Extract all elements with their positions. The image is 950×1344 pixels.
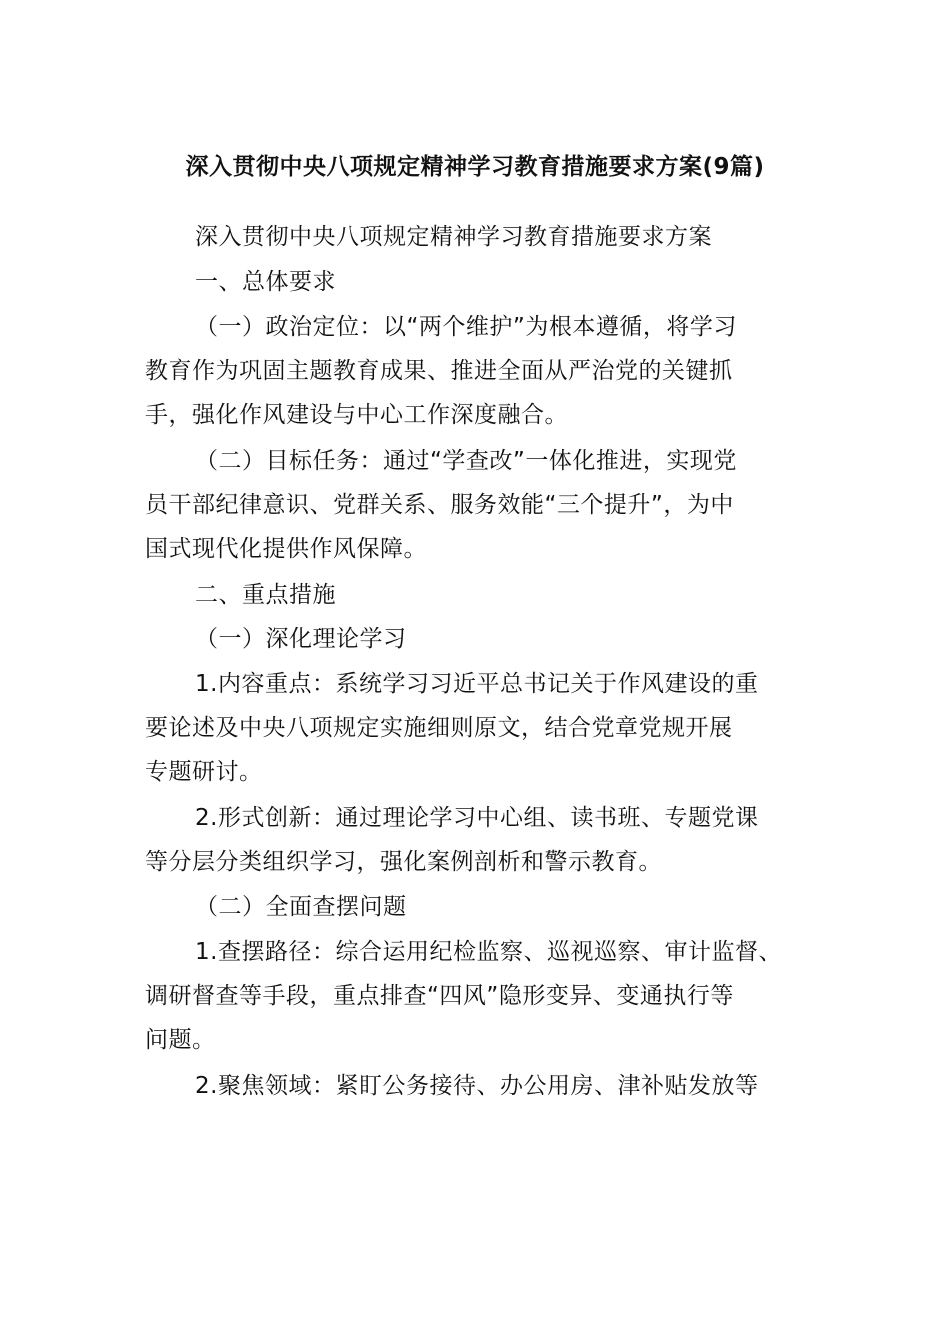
subheading-theory-study: （一）深化理论学习 bbox=[195, 626, 407, 652]
paragraph-line: （一）政治定位：以“两个维护”为根本遵循，将学习 bbox=[195, 314, 737, 340]
paragraph-line: 教育作为巩固主题教育成果、推进全面从严治党的关键抓 bbox=[145, 358, 733, 384]
paragraph-line: （二）目标任务：通过“学查改”一体化推进，实现党 bbox=[195, 448, 737, 474]
paragraph-line: 员干部纪律意识、党群关系、服务效能“三个提升”，为中 bbox=[145, 492, 734, 518]
section-subtitle: 深入贯彻中央八项规定精神学习教育措施要求方案 bbox=[195, 224, 712, 250]
paragraph-line: 等分层分类组织学习，强化案例剖析和警示教育。 bbox=[145, 849, 662, 875]
paragraph-line: 1.内容重点：系统学习习近平总书记关于作风建设的重 bbox=[195, 671, 759, 697]
paragraph-line: 手，强化作风建设与中心工作深度融合。 bbox=[145, 402, 568, 428]
heading-overall-requirements: 一、总体要求 bbox=[195, 269, 336, 295]
paragraph-line: 国式现代化提供作风保障。 bbox=[145, 536, 427, 562]
paragraph-line: 2.聚焦领域：紧盯公务接待、办公用房、津补贴发放等 bbox=[195, 1073, 759, 1099]
heading-key-measures: 二、重点措施 bbox=[195, 582, 336, 608]
paragraph-line: 问题。 bbox=[145, 1027, 216, 1053]
document-title: 深入贯彻中央八项规定精神学习教育措施要求方案(9篇) bbox=[185, 154, 765, 180]
paragraph-line: 2.形式创新：通过理论学习中心组、读书班、专题党课 bbox=[195, 805, 759, 831]
paragraph-line: 要论述及中央八项规定实施细则原文，结合党章党规开展 bbox=[145, 715, 733, 741]
paragraph-line: 调研督查等手段，重点排查“四风”隐形变异、变通执行等 bbox=[145, 983, 734, 1009]
paragraph-line: 专题研讨。 bbox=[145, 759, 263, 785]
subheading-find-problems: （二）全面查摆问题 bbox=[195, 894, 407, 920]
paragraph-line: 1.查摆路径：综合运用纪检监察、巡视巡察、审计监督、 bbox=[195, 939, 782, 965]
